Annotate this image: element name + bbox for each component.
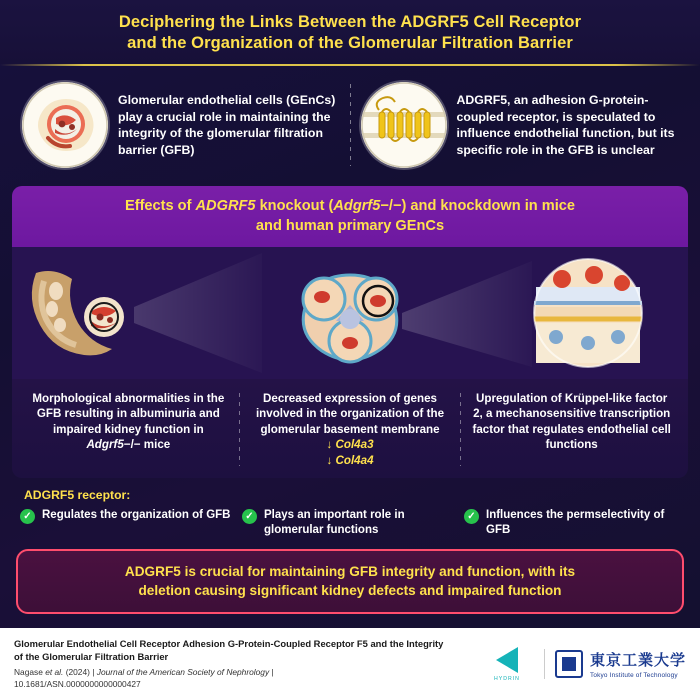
findings-columns [12,379,688,478]
knockout-band [12,186,688,247]
finding-2-gene-col4a4: ↓ Col4a4 [326,453,374,467]
band-gene-adgrf5: ADGRF5 [195,198,256,214]
footer-cite-journal: Journal of the American Society of Nephrology [96,667,270,677]
band-line2: and human primary GEnCs [255,218,445,234]
footer-title-line1: Glomerular Endothelial Cell Receptor Adhesion G-Protein-Coupled Receptor F5 and the Integrity [14,638,444,649]
footer-cite-etal: et al. [45,667,64,677]
band-line1-post: ) and knockdown in mice [401,198,576,214]
band-line1-pre: Effects of [124,198,196,214]
band-line1-mid: knockout ( [255,198,334,214]
conclusion-box [16,549,684,614]
finding-2-gene-col4a3: ↓ Col4a3 [326,438,374,452]
receptor-bullet-3 [464,508,680,537]
top-panels [0,66,700,180]
receptor-heading: ADGRF5 receptor: [24,488,131,503]
check-icon: ✓ [464,509,479,524]
band-gene-adgrf5-mouse: Adgrf5 [333,198,381,214]
receptor-bullet-1 [20,508,236,537]
receptor-bullet-1-label: Regulates the organization of GFB [42,509,231,522]
hydrin-triangle-icon [496,647,518,673]
band-line1-sup: −/− [380,198,402,214]
finding-3-text: Upregulation of Krüppel-like factor 2, a mechanosensitive transcription factor that regulates endothelial cell functions [472,392,671,452]
footer-title-line2: of the Glomerular Filtration Barrier [14,650,169,662]
finding-1-gene: Adgrf5 [86,438,124,452]
page-title-line1: Deciphering the Links Between the ADGRF5 Cell Receptor [118,13,582,31]
receptor-summary [20,488,680,537]
check-icon: ✓ [242,509,257,524]
tokyo-tech-mark-icon [555,650,583,678]
receptor-bullets [20,508,680,537]
top-panel-left [14,78,348,172]
footer [0,628,700,700]
check-icon: ✓ [20,509,35,524]
top-panel-right [353,78,687,172]
finding-column-1 [18,389,239,470]
finding-1-tail: mice [140,438,171,452]
glomerulus-icon [22,82,108,168]
footer-cite-authors: Nagase [14,667,46,677]
footer-cite-post: | [269,667,274,677]
footer-citation [14,638,478,690]
finding-1-sup: −/− [123,438,141,452]
illustration-strip [12,247,688,379]
conclusion-line2: deletion causing significant kidney defects and impaired function [138,583,562,599]
finding-1-text: Morphological abnormalities in the GFB resulting in albuminuria and impaired kidney function in [32,392,225,436]
top-panel-divider [350,84,351,166]
tokyo-tech-logo [544,649,686,679]
gpcr-receptor-icon [361,82,447,168]
page-title [0,0,700,64]
tokyo-tech-name-en: Tokyo Institute of Technology [589,672,678,679]
top-panel-left-text: Glomerular endothelial cells (GEnCs) play a crucial role in maintaining the integrity of the glomerular filtration barrier (GFB) [118,93,336,157]
finding-column-3 [461,389,682,470]
receptor-bullet-2 [242,508,458,537]
receptor-bullet-3-label: Influences the permselectivity of GFB [486,509,665,536]
footer-doi: 10.1681/ASN.0000000000000427 [14,678,141,689]
tokyo-tech-name-jp: 東京工業大学 [589,652,686,669]
footer-cite-year: (2024) | [63,667,97,677]
hydrin-logo-label: HYDRIN [494,675,520,682]
hydrin-logo [478,641,536,687]
conclusion-line1: ADGRF5 is crucial for maintaining GFB integrity and function, with its [124,564,576,580]
page-title-line2: and the Organization of the Glomerular Filtration Barrier [127,34,573,52]
top-panel-right-text: ADGRF5, an adhesion G-protein-coupled receptor, is speculated to influence endothelial function, but its specific role in the GFB is unclear [456,93,675,157]
finding-column-2 [240,389,461,470]
finding-2-text: Decreased expression of genes involved in the organization of the glomerular basement membrane [255,392,445,436]
receptor-bullet-2-label: Plays an important role in glomerular functions [264,509,405,536]
